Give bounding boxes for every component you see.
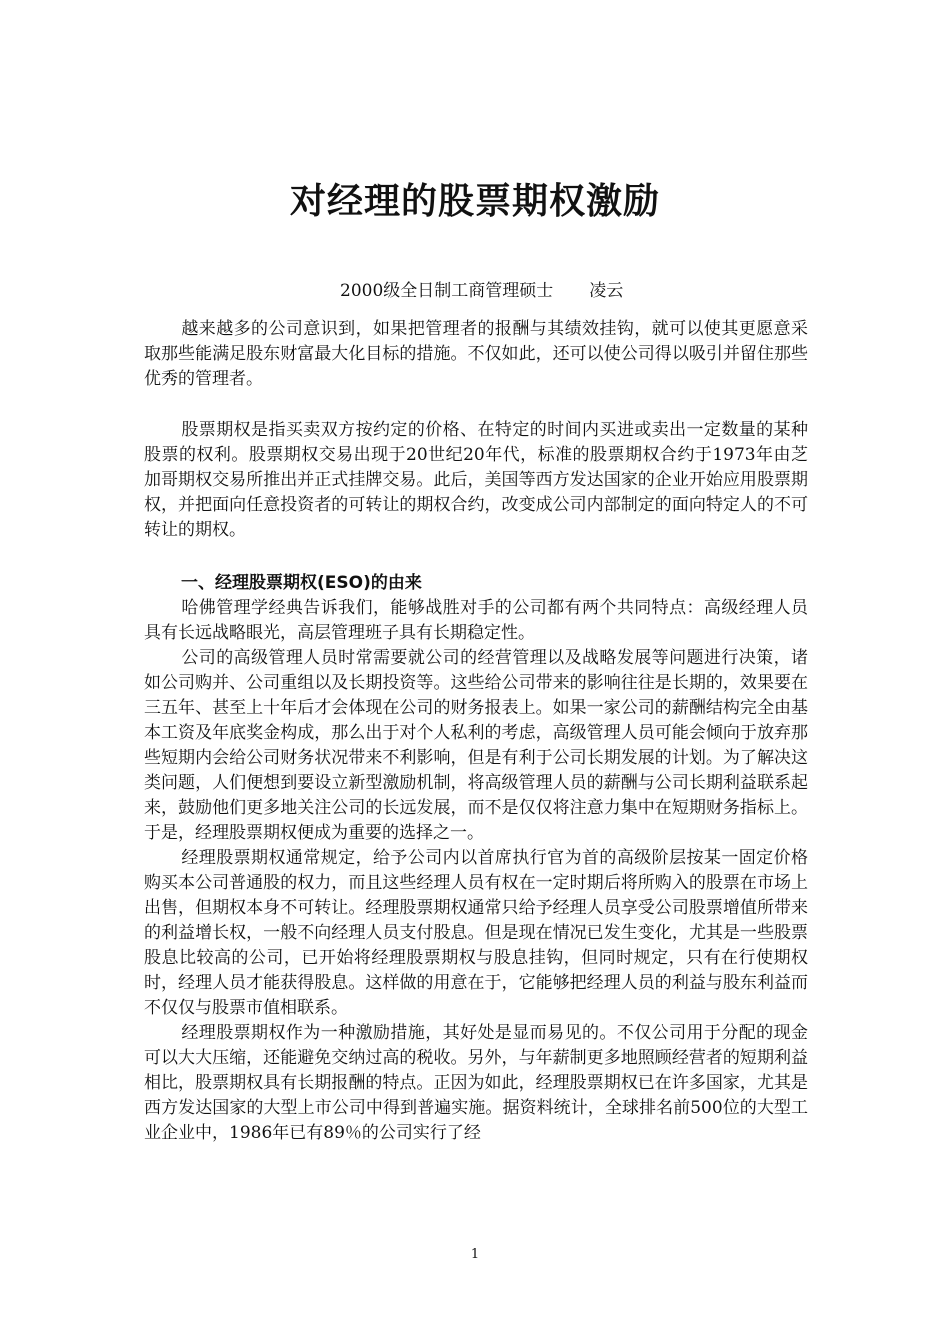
section-paragraph-3: 经理股票期权通常规定，给予公司内以首席执行官为首的高级阶层按某一固定价格购买本公司普通股的权力，而且这些经理人员有权在一定时期后将所购入的股票在市场上出售，但期权本身不可转让。经理股票期权通常只给予经理人员享受公司股票增值所带来的利益增长权，一般不向经理人员支付股息。但是现在情况已发生变化，尤其是一些股票股息比较高的公司，已开始将经理股票期权与股息挂钩，但同时规定，只有在行使期权时，经理人员才能获得股息。这样做的用意在于，它能够把经理人员的利益与股东利益而不仅仅与股票市值相联系。	[144, 848, 808, 1018]
author-line	[340, 277, 623, 305]
section-paragraph-4: 经理股票期权作为一种激励措施，其好处是显而易见的。不仅公司用于分配的现金可以大大压缩，还能避免交纳过高的税收。另外，与年薪制更多地照顾经营者的短期利益相比，股票期权具有长期报酬的特点。正因为如此，经理股票期权已在许多国家，尤其是西方发达国家的大型上市公司中得到普遍实施。据资料统计，全球排名前500位的大型工业企业中，1986年已有89％的公司实行了经	[144, 1023, 808, 1143]
intro-paragraph-2: 股票期权是指买卖双方按约定的价格、在特定的时间内买进或卖出一定数量的某种股票的权利。股票期权交易出现于20世纪20年代，标准的股票期权合约于1973年由芝加哥期权交易所推出并正式挂牌交易。此后，美国等西方发达国家的企业开始应用股票期权，并把面向任意投资者的可转让的期权合约，改变成公司内部制定的面向特定人的不可转让的期权。	[144, 420, 808, 540]
author-affiliation: 2000级全日制工商管理硕士	[340, 281, 554, 301]
intro-paragraph-1: 越来越多的公司意识到，如果把管理者的报酬与其绩效挂钩，就可以使其更愿意采取那些能满足股东财富最大化目标的措施。不仅如此，还可以使公司得以吸引并留住那些优秀的管理者。	[144, 319, 808, 389]
page-number: 1	[470, 1247, 480, 1262]
author-name: 凌云	[589, 281, 624, 301]
document-title: 对经理的股票期权激励	[289, 181, 660, 223]
section-paragraph-1: 哈佛管理学经典告诉我们，能够战胜对手的公司都有两个共同特点：高级经理人员具有长远战略眼光，高层管理班子具有长期稳定性。	[144, 598, 808, 643]
section-paragraph-2: 公司的高级管理人员时常需要就公司的经营管理以及战略发展等问题进行决策，诸如公司购并、公司重组以及长期投资等。这些给公司带来的影响往往是长期的，效果要在三五年、甚至上十年后才会体现在公司的财务报表上。如果一家公司的薪酬结构完全由基本工资及年底奖金构成，那么出于对个人私利的考虑，高级管理人员可能会倾向于放弃那些短期内会给公司财务状况带来不利影响，但是有利于公司长期发展的计划。为了解决这类问题，人们便想到要设立新型激励机制，将高级管理人员的薪酬与公司长期利益联系起来，鼓励他们更多地关注公司的长远发展，而不是仅仅将注意力集中在短期财务指标上。于是，经理股票期权便成为重要的选择之一。	[144, 648, 808, 843]
document-body	[144, 317, 808, 1146]
section-heading: 一、经理股票期权(ESO)的由来	[181, 573, 422, 593]
